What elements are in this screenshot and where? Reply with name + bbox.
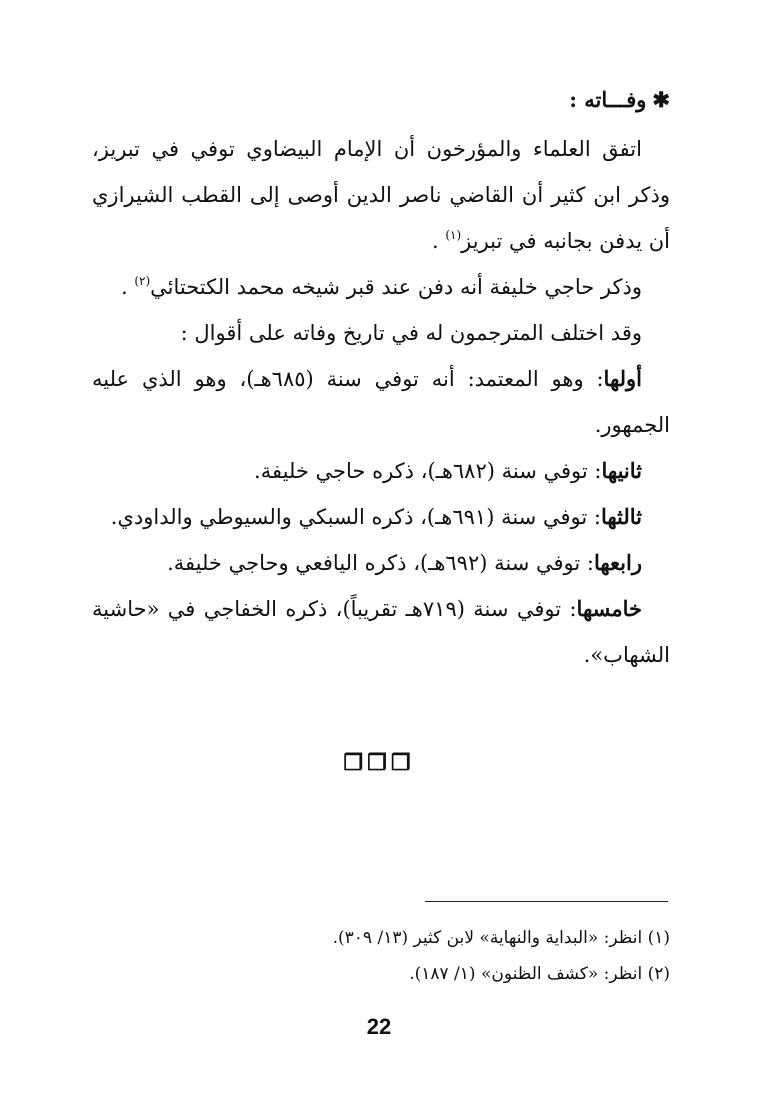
footnotes [92,920,670,992]
paragraph-haji-khalifa: وذكر حاجي خليفة أنه دفن عند قبر شيخه محمد الكتحتائي$^{(٢)}$ . [120,274,642,299]
section-heading [92,80,670,120]
opinion-second: ثانيها: توفي سنة (٦٨٢هـ)، ذكره حاجي خليفة. [254,458,642,483]
opinion-label: رابعها [593,550,642,575]
page-body [92,80,670,678]
page-number: 22 [366,1014,392,1039]
opinion-first: أولها: وهو المعتمد: أنه توفي سنة (٦٨٥هـ)، وهو الذي عليه الجمهور. [92,366,670,437]
opinion-third: ثالثها: توفي سنة (٦٩١هـ)، ذكره السبكي والسيوطي والداودي. [110,504,642,529]
paragraph-burial-tabriz: اتفق العلماء والمؤرخون أن الإمام البيضاوي توفي في تبريز، وذكر ابن كثير أن القاضي ناصر الدين أوصى إلى القطب الشيرازي أن يدفن بجانبه في تبريز$^{(١)}$ . [92,137,670,253]
footnote-ref-2: (٢) [134,274,151,288]
footnote-2: (٢) انظر: «كشف الظنون» (١/ ١٨٧). [409,964,670,984]
footnote-ref-1: (١) [445,228,462,242]
opinion-fifth: خامسها: توفي سنة (٧١٩هـ تقريباً)، ذكره الخفاجي في «حاشية الشهاب». [92,596,670,667]
paragraph-opinions-intro: وقد اختلف المترجمون له في تاريخ وفاته على أقوال : [180,321,642,345]
footnote-divider [425,901,668,902]
opinion-label: أولها [603,366,642,391]
section-end-ornament: ❒❒❒ [343,750,415,776]
footnote-1: (١) انظر: «البداية والنهاية» لابن كثير (١٣/ ٣٠٩). [332,928,670,948]
opinion-fourth: رابعها: توفي سنة (٦٩٢هـ)، ذكره اليافعي وحاجي خليفة. [167,550,642,575]
opinion-label: ثالثها [600,504,642,529]
opinion-label: ثانيها [601,458,642,483]
opinion-label: خامسها [576,596,642,621]
section-title: وفـــاته : [569,87,647,112]
asterisk-icon: ✱ [652,87,670,112]
